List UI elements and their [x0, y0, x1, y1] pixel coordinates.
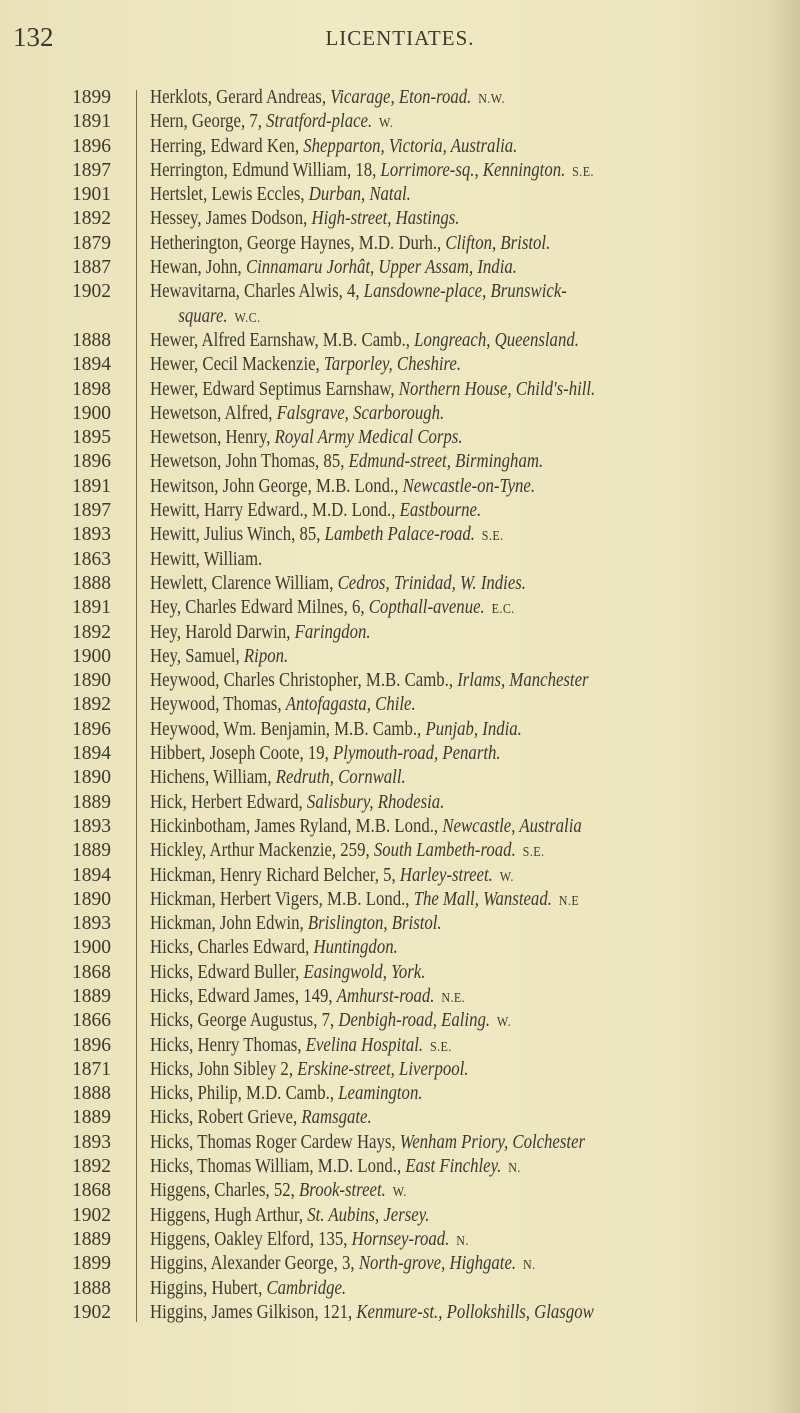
list-item	[0, 1228, 800, 1252]
licentiate-name: Higgens, Oakley Elford, 135,	[150, 1228, 352, 1250]
entry-text	[150, 548, 269, 574]
address: Leamington.	[338, 1083, 423, 1105]
entry-text	[150, 1082, 429, 1108]
list-item	[0, 450, 800, 474]
year: 1900	[72, 937, 111, 959]
licentiate-name: Hertslet, Lewis Eccles,	[150, 184, 309, 206]
entry-text	[150, 645, 295, 671]
year: 1868	[72, 1180, 111, 1202]
licentiate-list	[0, 86, 800, 1325]
list-item	[0, 961, 800, 985]
address: Hornsey-road.	[351, 1228, 450, 1250]
licentiate-name: Hewitt, Julius Winch, 85,	[150, 524, 325, 546]
address: Lorrimore-sq., Kennington.	[380, 159, 566, 181]
year: 1890	[72, 767, 111, 789]
licentiate-name: Hicks, George Augustus, 7,	[150, 1010, 339, 1032]
list-item	[0, 475, 800, 499]
address: Cambridge.	[266, 1277, 347, 1299]
entry-text	[150, 450, 550, 476]
list-item	[0, 232, 800, 256]
postal-district: N.	[456, 1233, 469, 1249]
page-number: 132	[13, 22, 54, 52]
year: 1894	[72, 354, 111, 376]
entry-text	[150, 1228, 469, 1254]
licentiate-name: Hickman, Herbert Vigers, M.B. Lond.,	[150, 888, 414, 910]
year: 1890	[72, 670, 111, 692]
year: 1893	[72, 913, 111, 935]
address: Clifton, Bristol.	[445, 232, 551, 254]
entry-text	[150, 985, 465, 1011]
year: 1889	[72, 791, 111, 813]
address: Ramsgate.	[301, 1107, 372, 1129]
licentiate-name: Hickman, John Edwin,	[150, 913, 308, 935]
list-item	[0, 596, 800, 620]
address: Antofagasta, Chile.	[285, 694, 416, 716]
postal-district: W.	[392, 1185, 407, 1201]
entry-text	[150, 329, 586, 355]
address: Eastbourne.	[399, 500, 482, 522]
address: Easingwold, York.	[303, 961, 426, 983]
entry-text	[150, 864, 514, 890]
list-item	[0, 110, 800, 134]
licentiate-name: Hewan, John,	[150, 257, 246, 279]
licentiate-name: Heywood, Thomas,	[150, 694, 286, 716]
year: 1863	[72, 548, 111, 570]
list-item	[0, 1009, 800, 1033]
list-item	[0, 159, 800, 183]
year: 1902	[72, 281, 111, 303]
year: 1889	[72, 840, 111, 862]
licentiate-name: Hichens, William,	[150, 767, 276, 789]
year: 1888	[72, 572, 111, 594]
address: North-grove, Highgate.	[358, 1253, 517, 1275]
list-item	[0, 86, 800, 110]
address: High-street, Hastings.	[311, 208, 460, 230]
year: 1900	[72, 402, 111, 424]
list-item	[0, 888, 800, 912]
licentiate-name: Hewitson, John George, M.B. Lond.,	[150, 475, 403, 497]
year: 1893	[72, 815, 111, 837]
list-item	[0, 839, 800, 863]
licentiate-name: Hewitt, Harry Edward., M.D. Lond.,	[150, 500, 400, 522]
address: Cinnamaru Jorhât, Upper Assam, India.	[245, 257, 517, 279]
year: 1892	[72, 1156, 111, 1178]
entry-text	[150, 1155, 521, 1181]
address: Ripon.	[243, 645, 289, 667]
entry-text	[150, 1277, 353, 1303]
licentiate-name: Herrington, Edmund William, 18,	[150, 159, 381, 181]
address: Erskine-street, Liverpool.	[297, 1058, 469, 1080]
licentiate-name: Hicks, Philip, M.D. Camb.,	[150, 1083, 339, 1105]
year: 1902	[72, 1301, 111, 1323]
list-item	[0, 645, 800, 669]
entry-text	[150, 1131, 592, 1157]
year: 1892	[72, 621, 111, 643]
address: Copthall-avenue.	[368, 597, 485, 619]
postal-district: S.E.	[572, 164, 594, 180]
licentiate-name: Higgins, Hubert,	[150, 1277, 267, 1299]
licentiate-name: Hickley, Arthur Mackenzie, 259,	[150, 840, 374, 862]
entry-text	[150, 596, 515, 622]
postal-district: W.	[496, 1015, 512, 1031]
licentiate-name: Hewer, Edward Septimus Earnshaw,	[150, 378, 399, 400]
postal-district: N.E.	[441, 990, 466, 1006]
year: 1894	[72, 864, 111, 886]
year: 1866	[72, 1010, 111, 1032]
licentiate-name: Hewavitarna, Charles Alwis, 4,	[150, 281, 364, 303]
entry-text	[150, 791, 451, 817]
address: Durban, Natal.	[308, 184, 411, 206]
entry-text	[150, 523, 504, 549]
licentiate-name: Higgens, Hugh Arthur,	[150, 1204, 308, 1226]
licentiate-name: Hicks, Robert Grieve,	[150, 1107, 302, 1129]
postal-district: S.E.	[429, 1039, 452, 1055]
entry-text	[150, 693, 423, 719]
entry-text	[150, 1106, 379, 1132]
year: 1888	[72, 1083, 111, 1105]
address: Edmund-street, Birmingham.	[348, 451, 544, 473]
address: Punjab, India.	[425, 718, 522, 740]
entry-text	[150, 402, 451, 428]
year: 1887	[72, 257, 111, 279]
licentiate-name: Hicks, Charles Edward,	[150, 937, 314, 959]
entry-text	[150, 718, 529, 744]
licentiate-name: Higgins, James Gilkison, 121,	[150, 1301, 357, 1323]
list-item	[0, 378, 800, 402]
licentiate-name: Hey, Harold Darwin,	[150, 621, 295, 643]
address: Newcastle-on-Tyne.	[402, 475, 536, 497]
entry-text	[150, 1009, 511, 1035]
year: 1893	[72, 524, 111, 546]
address: Huntingdon.	[313, 937, 398, 959]
year: 1897	[72, 159, 111, 181]
list-item	[0, 1082, 800, 1106]
address: Lambeth Palace-road.	[324, 524, 475, 546]
list-item	[0, 548, 800, 572]
address: Shepparton, Victoria, Australia.	[303, 135, 518, 157]
list-item	[0, 766, 800, 790]
year: 1896	[72, 1034, 111, 1056]
year: 1896	[72, 135, 111, 157]
licentiate-name: Hewetson, Henry,	[150, 427, 275, 449]
entry-text	[150, 183, 418, 209]
entry-text	[150, 159, 594, 185]
licentiate-name: Hessey, James Dodson,	[150, 208, 312, 230]
licentiate-name: Hey, Samuel,	[150, 645, 244, 667]
licentiate-name: Heywood, Charles Christopher, M.B. Camb.,	[150, 670, 458, 692]
address: East Finchley.	[405, 1156, 502, 1178]
postal-district: N.W.	[478, 92, 505, 107]
entry-text	[150, 621, 377, 647]
entry-text	[150, 961, 432, 987]
year: 1879	[72, 232, 111, 254]
list-item	[0, 621, 800, 645]
address: Evelina Hospital.	[305, 1034, 424, 1056]
address: Longreach, Queensland.	[414, 329, 579, 351]
address: Vicarage, Eton-road.	[330, 87, 472, 108]
entry-text	[150, 669, 595, 695]
postal-district: E.C.	[491, 602, 515, 618]
address: Salisbury, Rhodesia.	[306, 791, 445, 813]
list-item	[0, 183, 800, 207]
entry-text	[150, 912, 449, 938]
entry-text	[150, 135, 524, 161]
licentiate-name: Hicks, Henry Thomas,	[150, 1034, 306, 1056]
list-item	[0, 1155, 800, 1179]
entry-text	[150, 1058, 475, 1084]
address: South Lambeth-road.	[373, 840, 516, 862]
entry-text	[150, 353, 468, 379]
list-item	[0, 1058, 800, 1082]
list-item	[0, 864, 800, 888]
list-item	[0, 499, 800, 523]
address: Kenmure-st., Pollokshills, Glasgow	[356, 1301, 594, 1323]
list-item	[0, 985, 800, 1009]
year: 1899	[72, 1253, 111, 1275]
licentiate-name: Hey, Charles Edward Milnes, 6,	[150, 597, 369, 619]
licentiate-name: Hewer, Cecil Mackenzie,	[150, 354, 324, 376]
licentiate-name: Higgens, Charles, 52,	[150, 1180, 300, 1202]
year: 1893	[72, 1131, 111, 1153]
address: Tarporley, Cheshire.	[323, 354, 462, 376]
address: Harley-street.	[399, 864, 493, 886]
postal-district: W.C.	[234, 310, 261, 326]
list-item	[0, 1301, 800, 1325]
postal-district: N.E	[558, 893, 580, 909]
year: 1891	[72, 475, 111, 497]
postal-district: N.	[508, 1161, 521, 1177]
list-item	[0, 815, 800, 839]
licentiate-name: Heywood, Wm. Benjamin, M.B. Camb.,	[150, 718, 426, 740]
list-item	[0, 426, 800, 450]
address: Northern House, Child's-hill.	[398, 378, 596, 400]
entry-text	[150, 572, 533, 598]
postal-district: S.E.	[481, 529, 504, 545]
entry-text	[150, 742, 507, 768]
licentiate-name: Herklots, Gerard Andreas,	[150, 87, 331, 108]
year: 1891	[72, 111, 111, 133]
address: Denbigh-road, Ealing.	[338, 1010, 491, 1032]
address: St. Aubins, Jersey.	[307, 1204, 430, 1226]
licentiate-name: Hicks, John Sibley 2,	[150, 1058, 298, 1080]
entry-text	[150, 766, 413, 792]
year: 1897	[72, 500, 111, 522]
entry-text	[150, 110, 393, 136]
address: Newcastle, Australia	[442, 815, 582, 837]
year: 1902	[72, 1204, 111, 1226]
entry-text	[150, 815, 589, 841]
list-item	[0, 1252, 800, 1276]
licentiate-name: Hewitt, William.	[150, 548, 263, 570]
list-item	[0, 523, 800, 547]
year: 1890	[72, 888, 111, 910]
address: Faringdon.	[294, 621, 371, 643]
licentiate-name: Hickman, Henry Richard Belcher, 5,	[150, 864, 400, 886]
address: Wenham Priory, Colchester	[399, 1131, 586, 1153]
licentiate-name: Hick, Herbert Edward,	[150, 791, 307, 813]
address: The Mall, Wanstead.	[413, 888, 552, 910]
address: Falsgrave, Scarborough.	[276, 402, 445, 424]
entry-text	[150, 280, 574, 306]
year: 1889	[72, 985, 111, 1007]
address: Plymouth-road, Penarth.	[333, 743, 501, 765]
year: 1898	[72, 378, 111, 400]
list-item	[0, 1179, 800, 1203]
licentiate-name: Herring, Edward Ken,	[150, 135, 304, 157]
list-item	[0, 1204, 800, 1228]
list-item	[0, 256, 800, 280]
year: 1901	[72, 184, 111, 206]
entry-text	[150, 1179, 407, 1205]
entry-text	[150, 888, 579, 914]
licentiate-name: Hewetson, John Thomas, 85,	[150, 451, 349, 473]
entry-text	[150, 499, 488, 525]
entry-text	[150, 426, 469, 452]
entry-text	[150, 1034, 452, 1060]
year: 1900	[72, 645, 111, 667]
address: Amhurst-road.	[336, 985, 435, 1007]
licentiate-name: Hewlett, Clarence William,	[150, 572, 338, 594]
list-item	[0, 1034, 800, 1058]
address: Redruth, Cornwall.	[275, 767, 406, 789]
year: 1896	[72, 451, 111, 473]
year: 1889	[72, 1228, 111, 1250]
licentiate-name: Hern, George, 7,	[150, 111, 267, 133]
entry-text	[150, 936, 405, 962]
postal-district: N.	[522, 1258, 536, 1274]
list-item	[0, 572, 800, 596]
year: 1889	[72, 1107, 111, 1129]
list-item	[0, 1131, 800, 1155]
address: square.	[178, 305, 228, 327]
list-item	[0, 353, 800, 377]
entry-text	[150, 1204, 436, 1230]
year: 1871	[72, 1058, 111, 1080]
year: 1891	[72, 597, 111, 619]
address: Stratford-place.	[266, 111, 373, 133]
entry-text	[150, 378, 602, 404]
year: 1888	[72, 1277, 111, 1299]
list-item	[0, 1277, 800, 1301]
list-item-continuation	[0, 305, 800, 329]
list-item	[0, 912, 800, 936]
entry-text	[150, 1301, 601, 1327]
licentiate-name: Hickinbotham, James Ryland, M.B. Lond.,	[150, 815, 443, 837]
licentiate-name: Hicks, Thomas William, M.D. Lond.,	[150, 1156, 406, 1178]
entry-text	[150, 475, 542, 501]
entry-text	[150, 232, 557, 258]
year: 1888	[72, 329, 111, 351]
entry-text	[150, 86, 505, 112]
year: 1899	[72, 87, 111, 108]
list-item	[0, 135, 800, 159]
licentiate-name: Hicks, Edward Buller,	[150, 961, 304, 983]
list-item	[0, 402, 800, 426]
entry-text	[150, 207, 466, 233]
licentiate-name: Higgins, Alexander George, 3,	[150, 1253, 359, 1275]
address: Cedros, Trinidad, W. Indies.	[337, 572, 526, 594]
list-item	[0, 1106, 800, 1130]
list-item	[0, 329, 800, 353]
list-item	[0, 718, 800, 742]
licentiate-name: Hetherington, George Haynes, M.D. Durh.,	[150, 232, 446, 254]
year: 1896	[72, 718, 111, 740]
list-item	[0, 669, 800, 693]
licentiate-name: Hicks, Edward James, 149,	[150, 985, 337, 1007]
entry-text	[150, 305, 261, 331]
address: Royal Army Medical Corps.	[274, 427, 463, 449]
postal-district: W.	[499, 869, 514, 885]
list-item	[0, 791, 800, 815]
licentiate-name: Hicks, Thomas Roger Cardew Hays,	[150, 1131, 400, 1153]
list-item	[0, 742, 800, 766]
postal-district: S.E.	[522, 845, 545, 861]
address: Brook-street.	[299, 1180, 386, 1202]
list-item	[0, 936, 800, 960]
postal-district: W.	[379, 116, 394, 132]
licentiate-name: Hewer, Alfred Earnshaw, M.B. Camb.,	[150, 329, 415, 351]
list-item	[0, 693, 800, 717]
year: 1892	[72, 208, 111, 230]
address: Irlams, Manchester	[457, 670, 589, 692]
running-title: LICENTIATES.	[325, 26, 475, 50]
licentiate-name: Hewetson, Alfred,	[150, 402, 277, 424]
year: 1895	[72, 427, 111, 449]
year: 1892	[72, 694, 111, 716]
entry-text	[150, 256, 524, 282]
licentiate-name: Hibbert, Joseph Coote, 19,	[150, 743, 334, 765]
address: Brislington, Bristol.	[307, 913, 442, 935]
address: Lansdowne-place, Brunswick-	[363, 281, 567, 303]
year: 1894	[72, 743, 111, 765]
list-item	[0, 207, 800, 231]
entry-text	[150, 839, 544, 865]
list-item	[0, 280, 800, 304]
entry-text	[150, 1252, 536, 1278]
year: 1868	[72, 961, 111, 983]
